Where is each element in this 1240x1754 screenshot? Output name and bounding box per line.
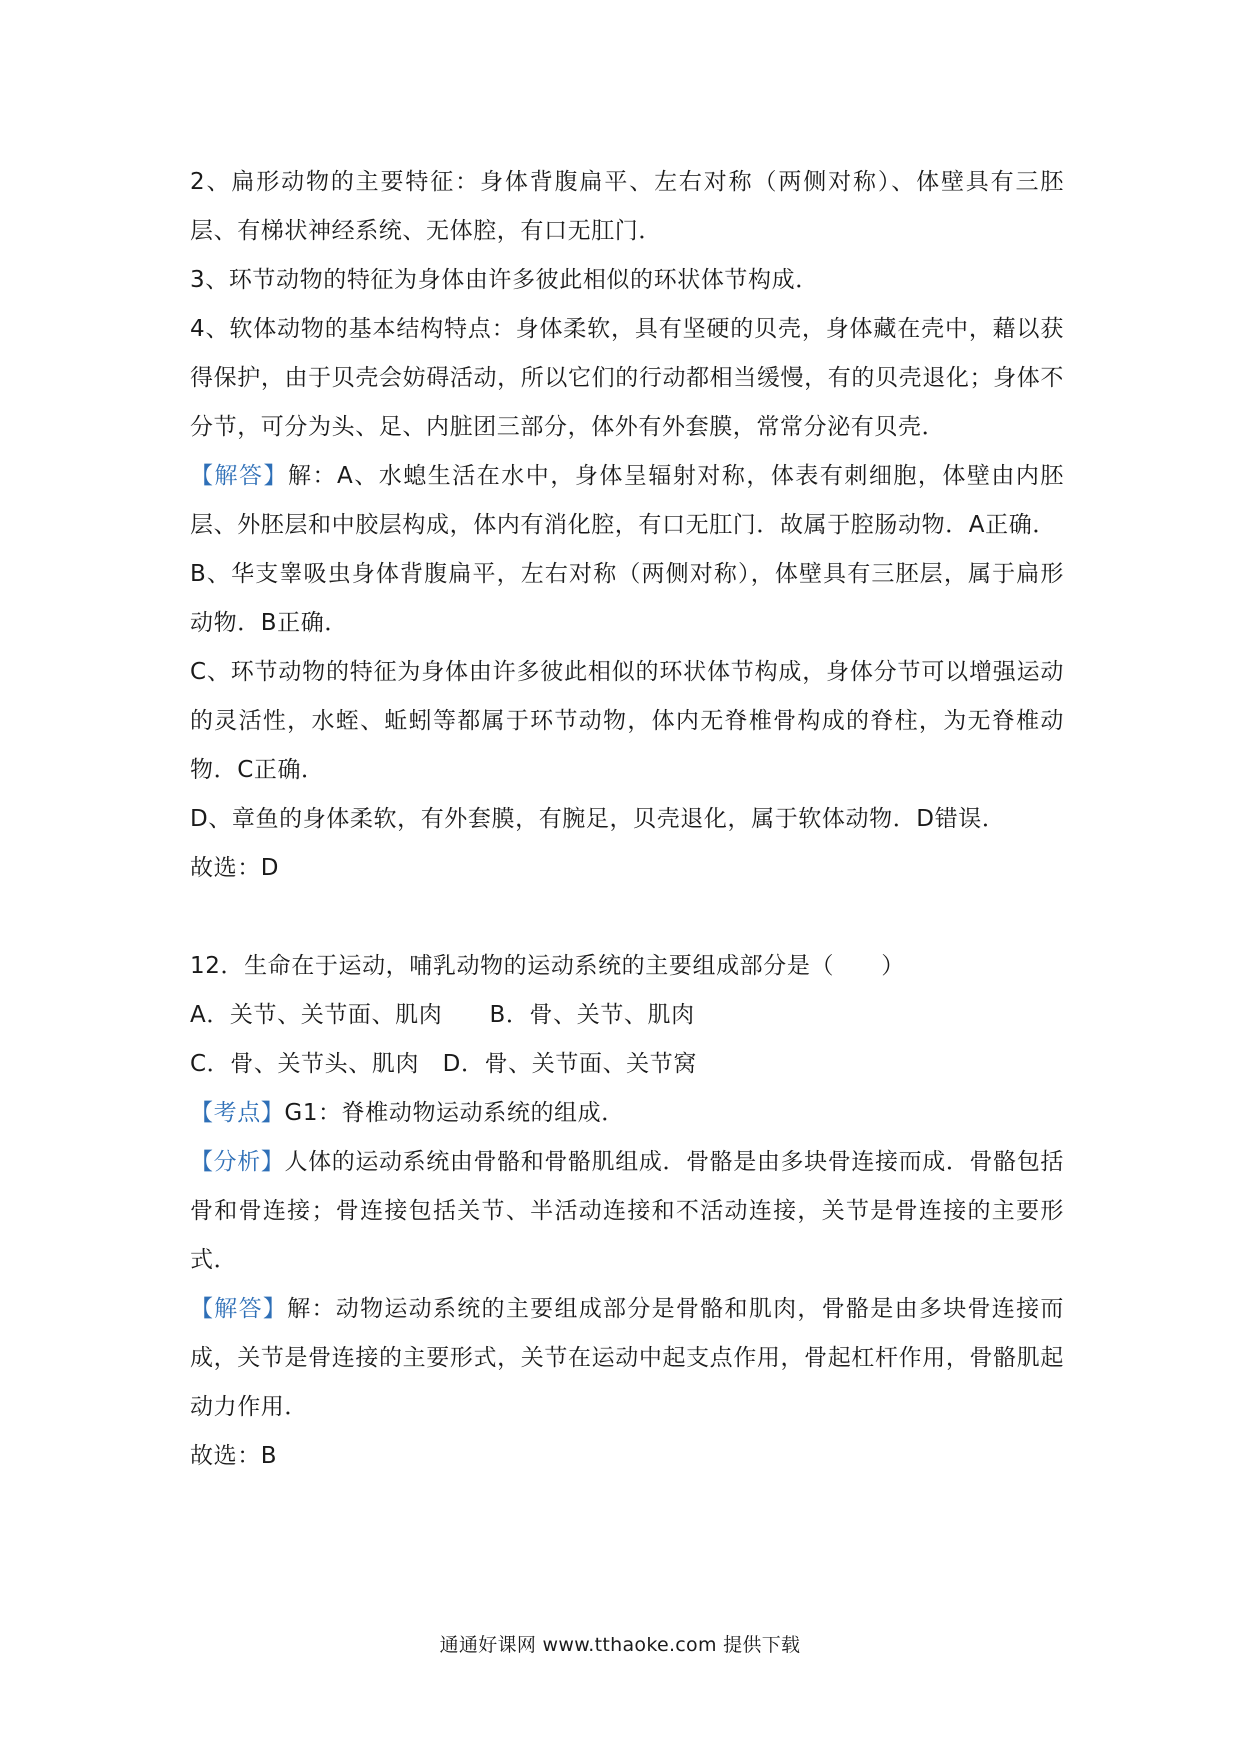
q12-fenxi: [190, 1138, 1064, 1285]
section-gap: [190, 893, 1064, 942]
q11-answer-b: B、华支睾吸虫身体背腹扁平，左右对称（两侧对称），体壁具有三胚层，属于扁形动物．B正确．: [190, 561, 1064, 636]
q12-choice: 故选：B: [190, 1443, 278, 1469]
q12-options-line-1: A．关节、关节面、肌肉 B．骨、关节、肌肉: [190, 1002, 695, 1028]
q12-fenxi-text: 人体的运动系统由骨骼和骨骼肌组成．骨骼是由多块骨连接而成．骨骼包括骨和骨连接；骨连接包括关节、半活动连接和不活动连接，关节是骨连接的主要形式．: [190, 1149, 1064, 1273]
q12-kaodian-tag: 【考点】: [190, 1100, 285, 1126]
q12-stem: 12．生命在于运动，哺乳动物的运动系统的主要组成部分是（ ）: [190, 953, 905, 979]
q12-jieda-tag: 【解答】: [190, 1296, 288, 1322]
q11-answer-c: C、环节动物的特征为身体由许多彼此相似的环状体节构成，身体分节可以增强运动的灵活性，水蛭、蚯蚓等都属于环节动物，体内无脊椎骨构成的脊柱，为无脊椎动物．C正确．: [190, 659, 1064, 783]
q11-answer-a-text: 解：A、水螅生活在水中，身体呈辐射对称，体表有刺细胞，体壁由内胚层、外胚层和中胶层构成，体内有消化腔，有口无肛门．故属于腔肠动物．A正确．: [190, 463, 1065, 538]
q11-choice: 故选：D: [190, 855, 280, 881]
q12-kaodian-text: G1：脊椎动物运动系统的组成．: [284, 1100, 625, 1126]
q12-options-line-2: C．骨、关节头、肌肉 D．骨、关节面、关节窝: [190, 1051, 697, 1077]
page-content: [190, 158, 1064, 1481]
q12-jieda-text: 解：动物运动系统的主要组成部分是骨骼和肌肉，骨骼是由多块骨连接而成，关节是骨连接的主要形式，关节在运动中起支点作用，骨起杠杆作用，骨骼肌起动力作用．: [190, 1296, 1064, 1420]
q11-answer-d: D、章鱼的身体柔软，有外套膜，有腕足，贝壳退化，属于软体动物．D错误．: [190, 806, 1006, 832]
page-footer: 通通好课网 www.tthaoke.com 提供下载: [439, 1634, 801, 1656]
q12-fenxi-tag: 【分析】: [190, 1149, 285, 1175]
q11-answer-tag: 【解答】: [190, 463, 289, 489]
q12-kaodian: [190, 1089, 1064, 1138]
q12-jieda: [190, 1285, 1064, 1432]
analysis-point-2: 2、扁形动物的主要特征：身体背腹扁平、左右对称（两侧对称）、体壁具有三胚层、有梯状神经系统、无体腔，有口无肛门．: [190, 169, 1064, 244]
analysis-point-4: 4、软体动物的基本结构特点：身体柔软，具有坚硬的贝壳，身体藏在壳中，藉以获得保护，由于贝壳会妨碍活动，所以它们的行动都相当缓慢，有的贝壳退化；身体不分节，可分为头、足、内脏团三部分，体外有外套膜，常常分泌有贝壳．: [190, 316, 1064, 440]
q11-answer-a: [190, 452, 1064, 550]
analysis-point-3: 3、环节动物的特征为身体由许多彼此相似的环状体节构成．: [190, 267, 819, 293]
